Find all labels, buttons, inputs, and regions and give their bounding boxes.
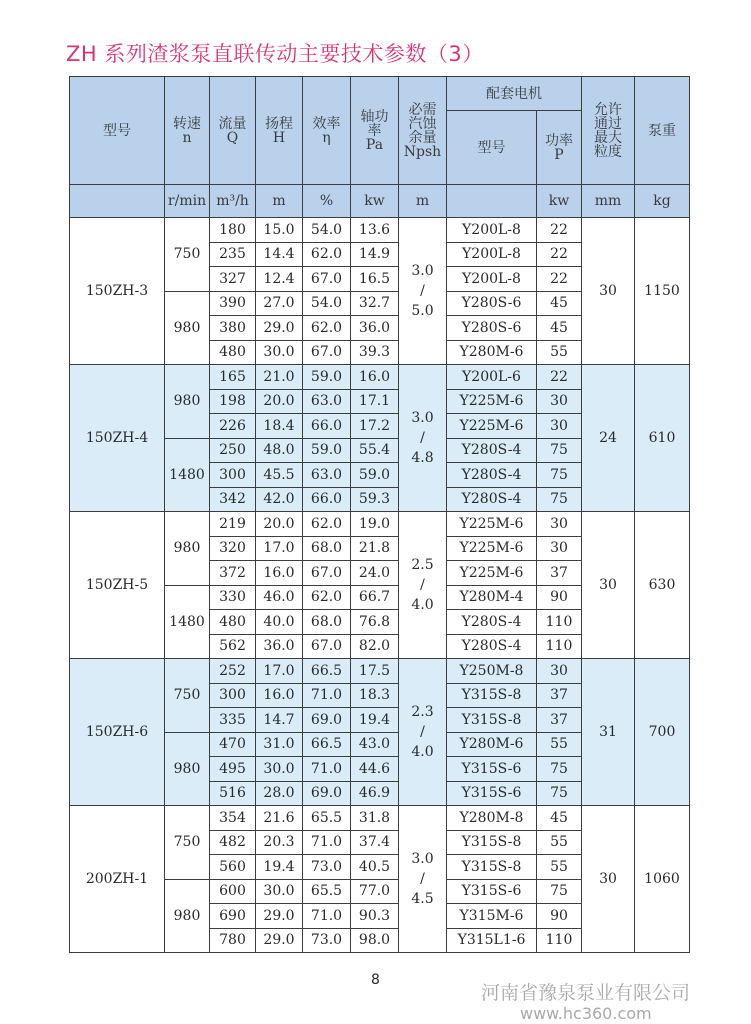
unit-cell: %	[303, 185, 351, 218]
npsh-value: 2.3	[411, 704, 434, 720]
flow-cell: 327	[210, 267, 256, 292]
shaft-power-cell: 66.7	[351, 585, 399, 610]
pump-group	[70, 806, 690, 953]
flow-cell: 390	[210, 291, 256, 316]
motor-power-cell: 90	[537, 585, 582, 610]
motor-model-cell: Y280M-6	[447, 340, 537, 365]
head-cell: 31.0	[256, 732, 303, 757]
efficiency-cell: 68.0	[303, 610, 351, 635]
speed-cell: 750	[165, 218, 210, 292]
efficiency-cell: 67.0	[303, 634, 351, 659]
head-cell: 12.4	[256, 267, 303, 292]
head-cell: 14.4	[256, 242, 303, 267]
motor-power-cell: 75	[537, 781, 582, 806]
motor-model-cell: Y315S-8	[447, 855, 537, 880]
unit-cell: kg	[635, 185, 690, 218]
head-cell: 17.0	[256, 659, 303, 684]
npsh-value: 3.0	[411, 410, 434, 426]
header-speed: 转速 n	[165, 77, 210, 185]
shaft-power-cell: 14.9	[351, 242, 399, 267]
header-shaft-power: 轴功 率 Pa	[351, 77, 399, 185]
motor-model-cell: Y280S-4	[447, 438, 537, 463]
shaft-power-cell: 18.3	[351, 683, 399, 708]
pump-weight-cell: 630	[635, 512, 690, 659]
company-watermark: 河南省豫泉泵业有限公司	[481, 982, 691, 1004]
flow-cell: 180	[210, 218, 256, 243]
pump-model-cell: 150ZH-5	[70, 512, 165, 659]
motor-power-cell: 30	[537, 512, 582, 537]
efficiency-cell: 71.0	[303, 904, 351, 929]
flow-cell: 219	[210, 512, 256, 537]
npsh-cell	[399, 806, 447, 953]
head-cell: 30.0	[256, 757, 303, 782]
motor-model-cell: Y280S-4	[447, 634, 537, 659]
head-cell: 14.7	[256, 708, 303, 733]
efficiency-cell: 63.0	[303, 389, 351, 414]
speed-cell: 980	[165, 291, 210, 365]
motor-model-cell: Y280M-4	[447, 585, 537, 610]
shaft-power-cell: 19.4	[351, 708, 399, 733]
motor-power-cell: 37	[537, 683, 582, 708]
motor-power-cell: 90	[537, 904, 582, 929]
head-cell: 20.0	[256, 512, 303, 537]
efficiency-cell: 59.0	[303, 365, 351, 390]
pump-weight-cell: 1060	[635, 806, 690, 953]
motor-model-cell: Y225M-6	[447, 414, 537, 439]
shaft-power-cell: 55.4	[351, 438, 399, 463]
header-motor-model: 型号	[447, 111, 537, 185]
motor-power-cell: 75	[537, 757, 582, 782]
shaft-power-cell: 43.0	[351, 732, 399, 757]
efficiency-cell: 71.0	[303, 683, 351, 708]
header-pump-weight: 泵重	[635, 77, 690, 185]
efficiency-cell: 66.0	[303, 414, 351, 439]
pump-model-cell: 150ZH-6	[70, 659, 165, 806]
shaft-power-cell: 21.8	[351, 536, 399, 561]
header-head: 扬程 H	[256, 77, 303, 185]
npsh-value: /	[420, 577, 425, 593]
speed-cell: 980	[165, 512, 210, 586]
motor-model-cell: Y250M-8	[447, 659, 537, 684]
flow-cell: 516	[210, 781, 256, 806]
efficiency-cell: 54.0	[303, 291, 351, 316]
motor-power-cell: 22	[537, 267, 582, 292]
head-cell: 30.0	[256, 879, 303, 904]
motor-power-cell: 22	[537, 242, 582, 267]
shaft-power-cell: 59.3	[351, 487, 399, 512]
pump-model-cell: 150ZH-4	[70, 365, 165, 512]
flow-cell: 480	[210, 610, 256, 635]
flow-cell: 300	[210, 683, 256, 708]
motor-model-cell: Y315S-6	[447, 781, 537, 806]
motor-model-cell: Y200L-6	[447, 365, 537, 390]
motor-power-cell: 30	[537, 536, 582, 561]
motor-power-cell: 110	[537, 928, 582, 953]
efficiency-cell: 73.0	[303, 855, 351, 880]
header-motor: 配套电机	[447, 77, 582, 111]
motor-power-cell: 75	[537, 463, 582, 488]
efficiency-cell: 66.5	[303, 732, 351, 757]
flow-cell: 495	[210, 757, 256, 782]
shaft-power-cell: 37.4	[351, 830, 399, 855]
flow-cell: 482	[210, 830, 256, 855]
npsh-value: 4.5	[411, 891, 434, 907]
motor-model-cell: Y225M-6	[447, 561, 537, 586]
shaft-power-cell: 16.5	[351, 267, 399, 292]
motor-power-cell: 30	[537, 414, 582, 439]
motor-power-cell: 55	[537, 340, 582, 365]
motor-power-cell: 30	[537, 389, 582, 414]
efficiency-cell: 73.0	[303, 928, 351, 953]
motor-model-cell: Y225M-6	[447, 389, 537, 414]
shaft-power-cell: 40.5	[351, 855, 399, 880]
header-efficiency: 效率 η	[303, 77, 351, 185]
header-npsh: 必需 汽蚀 余量 Npsh	[399, 77, 447, 185]
motor-model-cell: Y315S-6	[447, 879, 537, 904]
efficiency-cell: 67.0	[303, 340, 351, 365]
npsh-value: 3.0	[411, 851, 434, 867]
efficiency-cell: 62.0	[303, 512, 351, 537]
flow-cell: 480	[210, 340, 256, 365]
pump-weight-cell: 1150	[635, 218, 690, 365]
head-cell: 18.4	[256, 414, 303, 439]
head-cell: 46.0	[256, 585, 303, 610]
flow-cell: 780	[210, 928, 256, 953]
flow-cell: 335	[210, 708, 256, 733]
motor-model-cell: Y315L1-6	[447, 928, 537, 953]
shaft-power-cell: 19.0	[351, 512, 399, 537]
site-watermark: www.hc360.com	[520, 1004, 652, 1023]
unit-cell: m³/h	[210, 185, 256, 218]
pump-model-cell: 150ZH-3	[70, 218, 165, 365]
efficiency-cell: 66.0	[303, 487, 351, 512]
motor-power-cell: 55	[537, 732, 582, 757]
motor-model-cell: Y280S-4	[447, 610, 537, 635]
head-cell: 28.0	[256, 781, 303, 806]
motor-power-cell: 110	[537, 610, 582, 635]
efficiency-cell: 54.0	[303, 218, 351, 243]
motor-model-cell: Y315M-6	[447, 904, 537, 929]
flow-cell: 226	[210, 414, 256, 439]
head-cell: 21.6	[256, 806, 303, 831]
particle-size-cell: 24	[582, 365, 635, 512]
flow-cell: 342	[210, 487, 256, 512]
motor-model-cell: Y225M-6	[447, 512, 537, 537]
motor-model-cell: Y280S-4	[447, 463, 537, 488]
motor-model-cell: Y280S-6	[447, 316, 537, 341]
unit-cell: m	[256, 185, 303, 218]
pump-weight-cell: 700	[635, 659, 690, 806]
motor-power-cell: 22	[537, 365, 582, 390]
motor-model-cell: Y315S-8	[447, 683, 537, 708]
npsh-cell	[399, 659, 447, 806]
table-row	[70, 512, 690, 537]
motor-power-cell: 37	[537, 708, 582, 733]
page-title: ZH 系列渣浆泵直联传动主要技术参数（3）	[66, 42, 484, 66]
flow-cell: 372	[210, 561, 256, 586]
pump-parameter-table	[69, 76, 690, 953]
shaft-power-cell: 31.8	[351, 806, 399, 831]
speed-cell: 980	[165, 365, 210, 439]
npsh-value: /	[420, 871, 425, 887]
particle-size-cell: 31	[582, 659, 635, 806]
unit-cell: mm	[582, 185, 635, 218]
shaft-power-cell: 98.0	[351, 928, 399, 953]
flow-cell: 252	[210, 659, 256, 684]
table-row	[70, 218, 690, 243]
head-cell: 48.0	[256, 438, 303, 463]
efficiency-cell: 62.0	[303, 585, 351, 610]
flow-cell: 235	[210, 242, 256, 267]
unit-cell: r/min	[165, 185, 210, 218]
npsh-value: 4.0	[411, 597, 434, 613]
shaft-power-cell: 16.0	[351, 365, 399, 390]
head-cell: 36.0	[256, 634, 303, 659]
shaft-power-cell: 76.8	[351, 610, 399, 635]
header-flow: 流量 Q	[210, 77, 256, 185]
motor-model-cell: Y315S-8	[447, 830, 537, 855]
header-motor-power: 功率 P	[537, 111, 582, 185]
motor-power-cell: 22	[537, 218, 582, 243]
flow-cell: 600	[210, 879, 256, 904]
efficiency-cell: 69.0	[303, 781, 351, 806]
head-cell: 20.0	[256, 389, 303, 414]
shaft-power-cell: 90.3	[351, 904, 399, 929]
motor-power-cell: 55	[537, 830, 582, 855]
flow-cell: 380	[210, 316, 256, 341]
pump-group	[70, 512, 690, 659]
head-cell: 45.5	[256, 463, 303, 488]
pump-group	[70, 218, 690, 365]
motor-power-cell: 45	[537, 806, 582, 831]
shaft-power-cell: 44.6	[351, 757, 399, 782]
motor-model-cell: Y280M-8	[447, 806, 537, 831]
shaft-power-cell: 17.1	[351, 389, 399, 414]
motor-power-cell: 37	[537, 561, 582, 586]
shaft-power-cell: 17.2	[351, 414, 399, 439]
head-cell: 20.3	[256, 830, 303, 855]
npsh-cell	[399, 512, 447, 659]
npsh-value: 5.0	[411, 303, 434, 319]
head-cell: 27.0	[256, 291, 303, 316]
head-cell: 40.0	[256, 610, 303, 635]
shaft-power-cell: 36.0	[351, 316, 399, 341]
motor-model-cell: Y280S-6	[447, 291, 537, 316]
npsh-cell	[399, 218, 447, 365]
page-number: 8	[371, 972, 380, 988]
particle-size-cell: 30	[582, 218, 635, 365]
motor-model-cell: Y225M-6	[447, 536, 537, 561]
pump-group	[70, 365, 690, 512]
head-cell: 16.0	[256, 561, 303, 586]
speed-cell: 980	[165, 879, 210, 953]
speed-cell: 1480	[165, 438, 210, 512]
npsh-value: 2.5	[411, 557, 434, 573]
motor-power-cell: 45	[537, 291, 582, 316]
motor-power-cell: 110	[537, 634, 582, 659]
motor-model-cell: Y200L-8	[447, 267, 537, 292]
npsh-value: 3.0	[411, 263, 434, 279]
flow-cell: 560	[210, 855, 256, 880]
table-row	[70, 806, 690, 831]
head-cell: 21.0	[256, 365, 303, 390]
pump-group	[70, 659, 690, 806]
shaft-power-cell: 39.3	[351, 340, 399, 365]
particle-size-cell: 30	[582, 512, 635, 659]
table-row	[70, 365, 690, 390]
npsh-cell	[399, 365, 447, 512]
efficiency-cell: 67.0	[303, 267, 351, 292]
shaft-power-cell: 82.0	[351, 634, 399, 659]
npsh-value: 4.8	[411, 450, 434, 466]
flow-cell: 330	[210, 585, 256, 610]
motor-power-cell: 75	[537, 438, 582, 463]
efficiency-cell: 63.0	[303, 463, 351, 488]
npsh-value: 4.0	[411, 744, 434, 760]
efficiency-cell: 62.0	[303, 316, 351, 341]
efficiency-cell: 69.0	[303, 708, 351, 733]
shaft-power-cell: 77.0	[351, 879, 399, 904]
head-cell: 30.0	[256, 340, 303, 365]
unit-cell: m	[399, 185, 447, 218]
efficiency-cell: 62.0	[303, 242, 351, 267]
pump-model-cell: 200ZH-1	[70, 806, 165, 953]
motor-model-cell: Y315S-8	[447, 708, 537, 733]
head-cell: 15.0	[256, 218, 303, 243]
motor-model-cell: Y280S-4	[447, 487, 537, 512]
head-cell: 42.0	[256, 487, 303, 512]
motor-power-cell: 30	[537, 659, 582, 684]
flow-cell: 690	[210, 904, 256, 929]
motor-power-cell: 45	[537, 316, 582, 341]
motor-power-cell: 75	[537, 879, 582, 904]
head-cell: 16.0	[256, 683, 303, 708]
speed-cell: 750	[165, 806, 210, 880]
motor-power-cell: 75	[537, 487, 582, 512]
unit-cell: kw	[351, 185, 399, 218]
table-row	[70, 659, 690, 684]
npsh-value: /	[420, 430, 425, 446]
efficiency-cell: 59.0	[303, 438, 351, 463]
speed-cell: 1480	[165, 585, 210, 659]
npsh-value: /	[420, 724, 425, 740]
efficiency-cell: 71.0	[303, 830, 351, 855]
header-model: 型号	[70, 77, 165, 185]
flow-cell: 198	[210, 389, 256, 414]
motor-model-cell: Y315S-6	[447, 757, 537, 782]
shaft-power-cell: 32.7	[351, 291, 399, 316]
head-cell: 29.0	[256, 904, 303, 929]
efficiency-cell: 68.0	[303, 536, 351, 561]
motor-model-cell: Y200L-8	[447, 218, 537, 243]
head-cell: 29.0	[256, 316, 303, 341]
unit-cell: kw	[537, 185, 582, 218]
motor-power-cell: 55	[537, 855, 582, 880]
flow-cell: 250	[210, 438, 256, 463]
head-cell: 19.4	[256, 855, 303, 880]
header-particle-size: 允许 通过 最大 粒度	[582, 77, 635, 185]
shaft-power-cell: 17.5	[351, 659, 399, 684]
npsh-value: /	[420, 283, 425, 299]
speed-cell: 750	[165, 659, 210, 733]
shaft-power-cell: 13.6	[351, 218, 399, 243]
efficiency-cell: 65.5	[303, 879, 351, 904]
motor-model-cell: Y200L-8	[447, 242, 537, 267]
efficiency-cell: 67.0	[303, 561, 351, 586]
speed-cell: 980	[165, 732, 210, 806]
flow-cell: 354	[210, 806, 256, 831]
flow-cell: 320	[210, 536, 256, 561]
efficiency-cell: 66.5	[303, 659, 351, 684]
head-cell: 17.0	[256, 536, 303, 561]
flow-cell: 470	[210, 732, 256, 757]
efficiency-cell: 71.0	[303, 757, 351, 782]
flow-cell: 562	[210, 634, 256, 659]
particle-size-cell: 30	[582, 806, 635, 953]
shaft-power-cell: 46.9	[351, 781, 399, 806]
flow-cell: 300	[210, 463, 256, 488]
head-cell: 29.0	[256, 928, 303, 953]
flow-cell: 165	[210, 365, 256, 390]
motor-model-cell: Y280M-6	[447, 732, 537, 757]
unit-cell	[447, 185, 537, 218]
shaft-power-cell: 24.0	[351, 561, 399, 586]
unit-cell	[70, 185, 165, 218]
shaft-power-cell: 59.0	[351, 463, 399, 488]
pump-weight-cell: 610	[635, 365, 690, 512]
efficiency-cell: 65.5	[303, 806, 351, 831]
